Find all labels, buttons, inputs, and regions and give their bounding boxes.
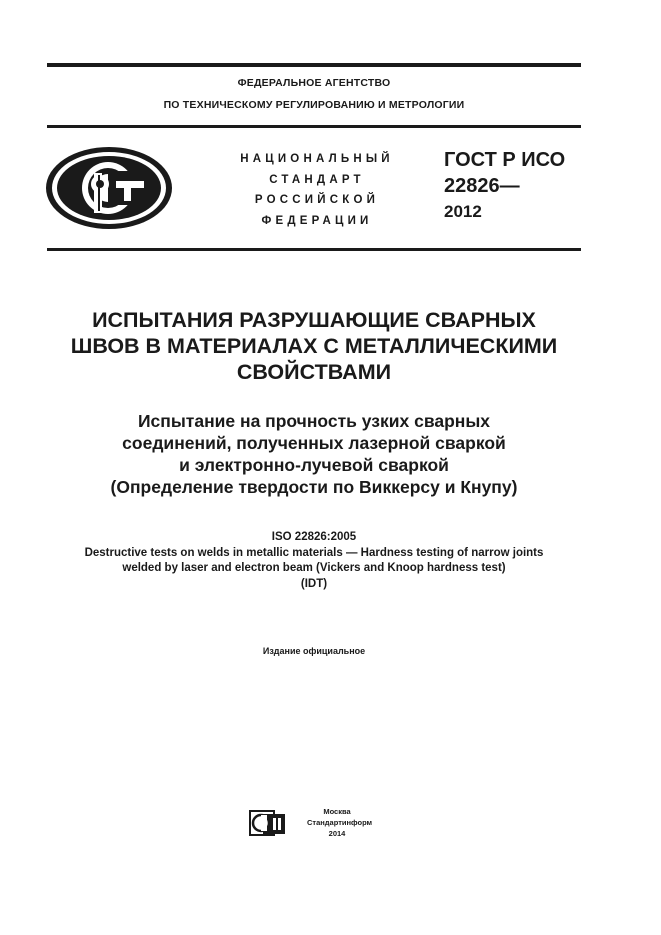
title-line: ИСПЫТАНИЯ РАЗРУШАЮЩИЕ СВАРНЫХ — [92, 308, 536, 332]
agency-line-1: ФЕДЕРАЛЬНОЕ АГЕНТСТВО — [237, 77, 391, 89]
iso-equivalence: (IDT) — [300, 577, 328, 590]
standartinform-logo — [249, 809, 287, 837]
document-subtitle — [47, 410, 581, 498]
iso-number: ISO 22826:2005 — [271, 531, 357, 543]
subtitle-line: (Определение твердости по Виккерсу и Кнупу) — [110, 477, 518, 497]
gost-r-certification-logo — [44, 145, 174, 231]
standard-type-line: РОССИЙСКОЙ — [254, 194, 380, 207]
standard-type-line: СТАНДАРТ — [269, 173, 365, 186]
subtitle-line: соединений, полученных лазерной сваркой — [122, 433, 506, 453]
standard-type-line: НАЦИОНАЛЬНЫЙ — [240, 153, 394, 165]
iso-title-line: Destructive tests on welds in metallic materials — Hardness testing of narrow joints — [84, 546, 544, 559]
header-rule — [47, 125, 581, 128]
subtitle-line: и электронно-лучевой сваркой — [179, 455, 449, 475]
mid-rule — [47, 248, 581, 251]
iso-title-line: welded by laser and electron beam (Vickers and Knoop hardness test) — [122, 562, 506, 574]
national-standard-label — [222, 149, 412, 232]
publisher-name: Стандартинформ — [307, 818, 373, 827]
top-rule — [47, 63, 581, 67]
designation-number: 22826— — [444, 175, 520, 197]
publication-year: 2014 — [328, 829, 346, 838]
publisher-city: Москва — [323, 807, 351, 816]
publisher-imprint — [307, 806, 373, 839]
agency-line-2: ПО ТЕХНИЧЕСКОМУ РЕГУЛИРОВАНИЮ И МЕТРОЛОГИИ — [163, 99, 465, 111]
document-title — [47, 307, 581, 385]
standard-designation — [444, 147, 565, 225]
title-line: ШВОВ В МАТЕРИАЛАХ С МЕТАЛЛИЧЕСКИМИ — [70, 334, 558, 358]
subtitle-line: Испытание на прочность узких сварных — [137, 411, 491, 431]
designation-prefix: ГОСТ Р ИСО — [444, 149, 566, 171]
edition-note: Издание официальное — [262, 646, 366, 656]
designation-year: 2012 — [444, 202, 482, 221]
title-line: СВОЙСТВАМИ — [236, 360, 392, 384]
standard-type-line: ФЕДЕРАЦИИ — [261, 215, 373, 228]
iso-reference — [20, 530, 608, 592]
